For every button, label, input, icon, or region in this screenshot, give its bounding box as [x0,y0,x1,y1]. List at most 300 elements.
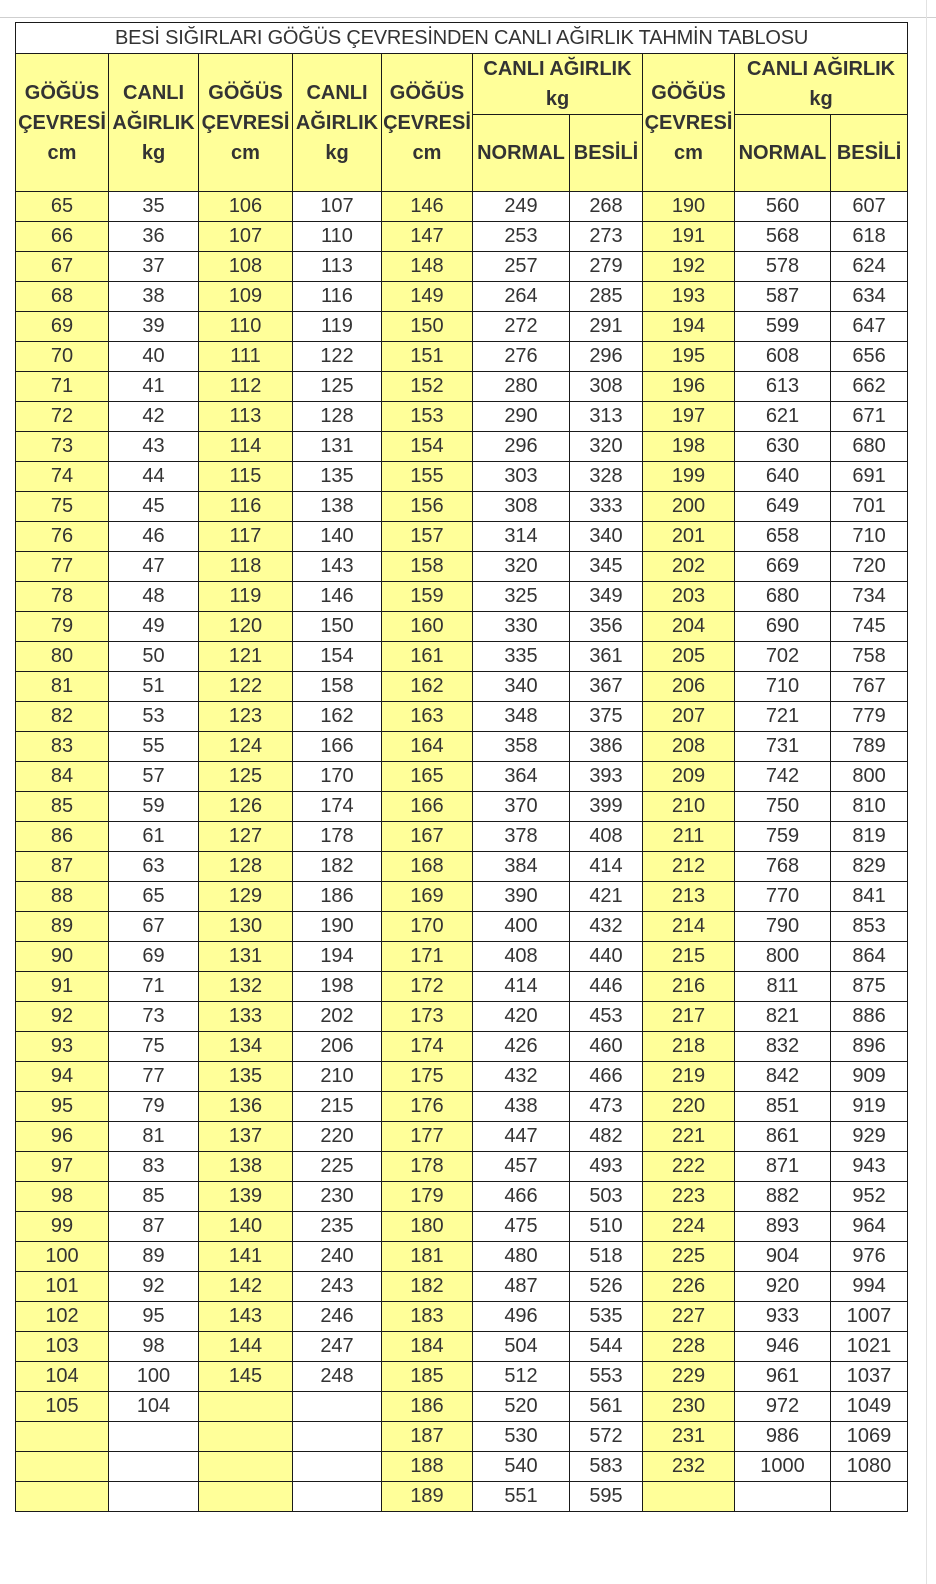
cell-chest-cm-4: 198 [643,432,735,462]
cell-normal-kg-3: 408 [473,942,570,972]
cell-besili-kg-4: 875 [831,972,908,1002]
cell-weight-kg-1: 57 [109,762,199,792]
cell-chest-cm-3: 183 [382,1302,473,1332]
cell-chest-cm-2: 109 [199,282,293,312]
cell-weight-kg-1: 41 [109,372,199,402]
cell-normal-kg-3: 414 [473,972,570,1002]
cell-normal-kg-3: 340 [473,672,570,702]
cell-chest-cm-3: 178 [382,1152,473,1182]
cell-normal-kg-3: 378 [473,822,570,852]
cell-weight-kg-1: 81 [109,1122,199,1152]
cell-normal-kg-3: 325 [473,582,570,612]
cell-besili-kg-4: 841 [831,882,908,912]
cell-weight-kg-1: 42 [109,402,199,432]
cell-normal-kg-4: 750 [735,792,831,822]
cell-besili-kg-4: 829 [831,852,908,882]
cell-normal-kg-3: 466 [473,1182,570,1212]
cell-chest-cm-4: 231 [643,1422,735,1452]
table-row [16,912,908,942]
table-row [16,792,908,822]
cell-chest-cm-2: 114 [199,432,293,462]
cell-normal-kg-3: 426 [473,1032,570,1062]
right-divider [926,0,927,1584]
cell-besili-kg-3: 345 [570,552,643,582]
cell-besili-kg-4: 1069 [831,1422,908,1452]
cell-chest-cm-3: 148 [382,252,473,282]
cell-chest-cm-4: 196 [643,372,735,402]
cell-weight-kg-2: 248 [293,1362,382,1392]
cell-besili-kg-4: 800 [831,762,908,792]
cell-besili-kg-3: 473 [570,1092,643,1122]
table-row [16,1422,908,1452]
cell-normal-kg-3: 296 [473,432,570,462]
cell-chest-cm-3: 171 [382,942,473,972]
cell-chest-cm-2: 119 [199,582,293,612]
cell-chest-cm-2: 132 [199,972,293,1002]
cell-chest-cm-2: 136 [199,1092,293,1122]
cell-besili-kg-4: 819 [831,822,908,852]
cell-weight-kg-2: 135 [293,462,382,492]
cell-chest-cm-4: 205 [643,642,735,672]
table-row [16,1032,908,1062]
table-row [16,282,908,312]
cell-chest-cm-4: 230 [643,1392,735,1422]
cell-chest-cm-1: 105 [16,1392,109,1422]
cell-normal-kg-4: 871 [735,1152,831,1182]
cell-normal-kg-4: 640 [735,462,831,492]
cell-chest-cm-2: 127 [199,822,293,852]
cell-besili-kg-3: 526 [570,1272,643,1302]
cell-normal-kg-4: 690 [735,612,831,642]
cell-chest-cm-1: 71 [16,372,109,402]
cell-chest-cm-1: 67 [16,252,109,282]
cell-normal-kg-4: 578 [735,252,831,282]
cell-besili-kg-3: 414 [570,852,643,882]
cell-chest-cm-2: 115 [199,462,293,492]
cell-besili-kg-3: 535 [570,1302,643,1332]
cell-besili-kg-4: 671 [831,402,908,432]
cell-weight-kg-1: 79 [109,1092,199,1122]
cell-weight-kg-2: 146 [293,582,382,612]
cell-weight-kg-1: 36 [109,222,199,252]
cell-weight-kg-1: 65 [109,882,199,912]
cell-chest-cm-2: 118 [199,552,293,582]
cell-besili-kg-4: 624 [831,252,908,282]
cell-chest-cm-4: 223 [643,1182,735,1212]
cell-chest-cm-3: 167 [382,822,473,852]
cell-chest-cm-3: 163 [382,702,473,732]
cell-chest-cm-1: 76 [16,522,109,552]
cell-weight-kg-2: 138 [293,492,382,522]
table-row [16,1362,908,1392]
cell-chest-cm-2: 131 [199,942,293,972]
cell-besili-kg-4: 779 [831,702,908,732]
table-row [16,882,908,912]
cell-besili-kg-4: 976 [831,1242,908,1272]
cell-chest-cm-3: 153 [382,402,473,432]
table-row [16,402,908,432]
cell-chest-cm-4: 227 [643,1302,735,1332]
table-row [16,1002,908,1032]
cell-besili-kg-3: 333 [570,492,643,522]
cell-normal-kg-4: 961 [735,1362,831,1392]
cell-weight-kg-2 [293,1482,382,1512]
cell-weight-kg-1: 85 [109,1182,199,1212]
cell-chest-cm-1: 94 [16,1062,109,1092]
cell-normal-kg-3: 384 [473,852,570,882]
cell-chest-cm-3: 174 [382,1032,473,1062]
cell-chest-cm-2 [199,1392,293,1422]
cell-normal-kg-3: 420 [473,1002,570,1032]
cell-chest-cm-3: 182 [382,1272,473,1302]
cell-normal-kg-4: 608 [735,342,831,372]
cell-normal-kg-3: 330 [473,612,570,642]
cell-chest-cm-2: 128 [199,852,293,882]
cell-weight-kg-1: 46 [109,522,199,552]
cell-chest-cm-1: 96 [16,1122,109,1152]
cell-chest-cm-2: 110 [199,312,293,342]
cell-besili-kg-3: 328 [570,462,643,492]
header-besili-4: BESİLİ [831,115,908,192]
cell-besili-kg-3: 268 [570,192,643,222]
header-chest-4: GÖĞÜS ÇEVRESİ cm [643,54,735,192]
cell-normal-kg-4: 768 [735,852,831,882]
table-row [16,582,908,612]
cell-weight-kg-1 [109,1482,199,1512]
cell-weight-kg-2: 166 [293,732,382,762]
cell-weight-kg-1: 98 [109,1332,199,1362]
cell-chest-cm-1 [16,1452,109,1482]
cell-normal-kg-4: 790 [735,912,831,942]
cell-weight-kg-1: 71 [109,972,199,1002]
table-row [16,822,908,852]
table-row [16,762,908,792]
cell-weight-kg-2: 247 [293,1332,382,1362]
cell-besili-kg-4: 919 [831,1092,908,1122]
cell-weight-kg-2: 240 [293,1242,382,1272]
cell-chest-cm-3: 157 [382,522,473,552]
cell-normal-kg-4: 742 [735,762,831,792]
cell-chest-cm-4: 193 [643,282,735,312]
cell-chest-cm-2: 125 [199,762,293,792]
cell-chest-cm-1: 73 [16,432,109,462]
cell-chest-cm-4: 214 [643,912,735,942]
cell-weight-kg-2: 230 [293,1182,382,1212]
cell-besili-kg-3: 367 [570,672,643,702]
cell-normal-kg-3: 290 [473,402,570,432]
cell-besili-kg-3: 432 [570,912,643,942]
cell-weight-kg-1: 63 [109,852,199,882]
cell-weight-kg-1: 73 [109,1002,199,1032]
cell-besili-kg-3: 356 [570,612,643,642]
cell-chest-cm-1: 101 [16,1272,109,1302]
cell-weight-kg-2: 174 [293,792,382,822]
cell-chest-cm-3: 172 [382,972,473,1002]
cell-chest-cm-4: 199 [643,462,735,492]
cell-chest-cm-1: 79 [16,612,109,642]
cell-chest-cm-4: 212 [643,852,735,882]
cell-besili-kg-3: 285 [570,282,643,312]
cell-besili-kg-3: 466 [570,1062,643,1092]
cell-normal-kg-3: 335 [473,642,570,672]
cell-besili-kg-3: 375 [570,702,643,732]
cell-normal-kg-4: 986 [735,1422,831,1452]
cell-chest-cm-3: 177 [382,1122,473,1152]
cell-weight-kg-2: 158 [293,672,382,702]
header-chest-2: GÖĞÜS ÇEVRESİ cm [199,54,293,192]
cell-chest-cm-4: 210 [643,792,735,822]
cell-chest-cm-3: 151 [382,342,473,372]
cell-besili-kg-4: 720 [831,552,908,582]
cell-weight-kg-2: 235 [293,1212,382,1242]
cell-chest-cm-1: 65 [16,192,109,222]
cell-chest-cm-2: 111 [199,342,293,372]
cell-weight-kg-1: 53 [109,702,199,732]
cell-chest-cm-4: 211 [643,822,735,852]
cell-chest-cm-4: 201 [643,522,735,552]
cell-chest-cm-2: 139 [199,1182,293,1212]
cell-chest-cm-4: 195 [643,342,735,372]
cell-chest-cm-3: 146 [382,192,473,222]
table-row [16,312,908,342]
cell-chest-cm-1 [16,1482,109,1512]
cell-chest-cm-2: 122 [199,672,293,702]
cell-weight-kg-1: 38 [109,282,199,312]
cell-normal-kg-3: 364 [473,762,570,792]
cell-normal-kg-4: 731 [735,732,831,762]
cell-chest-cm-2: 117 [199,522,293,552]
cell-chest-cm-1: 74 [16,462,109,492]
header-weight-1: CANLI AĞIRLIK kg [109,54,199,192]
cell-chest-cm-4: 225 [643,1242,735,1272]
cell-chest-cm-1 [16,1422,109,1452]
cell-weight-kg-2 [293,1422,382,1452]
cell-normal-kg-4: 842 [735,1062,831,1092]
cell-besili-kg-4: 758 [831,642,908,672]
cell-besili-kg-3: 320 [570,432,643,462]
cell-chest-cm-1: 80 [16,642,109,672]
cell-weight-kg-2: 198 [293,972,382,1002]
cell-normal-kg-3: 520 [473,1392,570,1422]
cell-chest-cm-1: 100 [16,1242,109,1272]
cell-besili-kg-4: 647 [831,312,908,342]
cell-besili-kg-4: 864 [831,942,908,972]
cell-chest-cm-4: 197 [643,402,735,432]
cell-chest-cm-4: 215 [643,942,735,972]
cell-weight-kg-2: 182 [293,852,382,882]
table-row [16,1242,908,1272]
table-row [16,972,908,1002]
cell-chest-cm-2: 138 [199,1152,293,1182]
table-row [16,1122,908,1152]
cell-normal-kg-4: 770 [735,882,831,912]
cell-chest-cm-4: 229 [643,1362,735,1392]
cell-weight-kg-2: 140 [293,522,382,552]
cell-chest-cm-1: 87 [16,852,109,882]
cell-besili-kg-3: 460 [570,1032,643,1062]
cell-normal-kg-4: 811 [735,972,831,1002]
cell-chest-cm-1: 66 [16,222,109,252]
cell-chest-cm-1: 92 [16,1002,109,1032]
header-chest-1: GÖĞÜS ÇEVRESİ cm [16,54,109,192]
cell-chest-cm-3: 181 [382,1242,473,1272]
cell-besili-kg-3: 453 [570,1002,643,1032]
cell-chest-cm-1: 77 [16,552,109,582]
cell-besili-kg-4: 789 [831,732,908,762]
cell-besili-kg-4: 994 [831,1272,908,1302]
table-row [16,1272,908,1302]
cell-normal-kg-3: 496 [473,1302,570,1332]
cell-chest-cm-2: 120 [199,612,293,642]
cell-chest-cm-1: 97 [16,1152,109,1182]
cell-besili-kg-3: 518 [570,1242,643,1272]
cell-chest-cm-4: 192 [643,252,735,282]
cell-besili-kg-4: 853 [831,912,908,942]
cell-besili-kg-4: 710 [831,522,908,552]
table-row [16,852,908,882]
cell-normal-kg-4: 933 [735,1302,831,1332]
cell-chest-cm-2: 141 [199,1242,293,1272]
cell-weight-kg-2: 150 [293,612,382,642]
table-row [16,462,908,492]
cell-normal-kg-4: 972 [735,1392,831,1422]
cell-chest-cm-1: 86 [16,822,109,852]
table-row [16,1152,908,1182]
cell-besili-kg-4: 1007 [831,1302,908,1332]
cell-weight-kg-1: 44 [109,462,199,492]
cell-normal-kg-4: 1000 [735,1452,831,1482]
cell-besili-kg-4: 701 [831,492,908,522]
cell-normal-kg-3: 348 [473,702,570,732]
cell-weight-kg-2: 110 [293,222,382,252]
cell-chest-cm-3: 168 [382,852,473,882]
cell-chest-cm-4: 191 [643,222,735,252]
cell-chest-cm-3: 189 [382,1482,473,1512]
cell-normal-kg-3: 504 [473,1332,570,1362]
cell-weight-kg-2: 170 [293,762,382,792]
cell-chest-cm-1: 103 [16,1332,109,1362]
cell-chest-cm-4: 216 [643,972,735,1002]
cell-besili-kg-3: 482 [570,1122,643,1152]
cell-chest-cm-3: 185 [382,1362,473,1392]
cell-normal-kg-3: 370 [473,792,570,822]
cell-normal-kg-3: 487 [473,1272,570,1302]
cell-normal-kg-3: 512 [473,1362,570,1392]
cell-normal-kg-3: 257 [473,252,570,282]
cell-weight-kg-1: 59 [109,792,199,822]
cell-besili-kg-4: 1080 [831,1452,908,1482]
cell-weight-kg-2: 143 [293,552,382,582]
cell-chest-cm-2: 143 [199,1302,293,1332]
cell-chest-cm-2: 130 [199,912,293,942]
cell-chest-cm-3: 180 [382,1212,473,1242]
cell-chest-cm-4: 209 [643,762,735,792]
cell-chest-cm-1: 99 [16,1212,109,1242]
cell-weight-kg-2 [293,1452,382,1482]
cell-normal-kg-3: 264 [473,282,570,312]
cell-weight-kg-1: 104 [109,1392,199,1422]
cell-chest-cm-2: 144 [199,1332,293,1362]
cell-chest-cm-1: 72 [16,402,109,432]
cell-chest-cm-4: 190 [643,192,735,222]
cell-besili-kg-3: 493 [570,1152,643,1182]
cell-chest-cm-2: 142 [199,1272,293,1302]
weight-estimation-table [15,22,908,1512]
cell-besili-kg-3: 273 [570,222,643,252]
cell-weight-kg-1: 39 [109,312,199,342]
table-row [16,642,908,672]
cell-besili-kg-3: 361 [570,642,643,672]
cell-besili-kg-4: 767 [831,672,908,702]
cell-normal-kg-4: 587 [735,282,831,312]
header-normal-4: NORMAL [735,115,831,192]
cell-weight-kg-1: 51 [109,672,199,702]
cell-besili-kg-3: 421 [570,882,643,912]
cell-chest-cm-3: 179 [382,1182,473,1212]
cell-besili-kg-3: 308 [570,372,643,402]
cell-chest-cm-1: 89 [16,912,109,942]
cell-besili-kg-4: 1049 [831,1392,908,1422]
cell-normal-kg-4: 946 [735,1332,831,1362]
cell-chest-cm-4: 218 [643,1032,735,1062]
cell-normal-kg-4: 658 [735,522,831,552]
cell-chest-cm-3: 156 [382,492,473,522]
cell-normal-kg-3: 390 [473,882,570,912]
cell-normal-kg-3: 540 [473,1452,570,1482]
cell-chest-cm-4: 228 [643,1332,735,1362]
cell-normal-kg-4: 920 [735,1272,831,1302]
cell-normal-kg-3: 314 [473,522,570,552]
cell-chest-cm-3: 147 [382,222,473,252]
cell-chest-cm-3: 176 [382,1092,473,1122]
cell-weight-kg-1 [109,1422,199,1452]
cell-chest-cm-4: 217 [643,1002,735,1032]
table-row [16,1062,908,1092]
cell-chest-cm-3: 158 [382,552,473,582]
table-row [16,192,908,222]
cell-chest-cm-3: 188 [382,1452,473,1482]
cell-chest-cm-3: 161 [382,642,473,672]
cell-chest-cm-2: 108 [199,252,293,282]
cell-besili-kg-4: 929 [831,1122,908,1152]
cell-besili-kg-3: 313 [570,402,643,432]
table-body [16,192,908,1512]
cell-besili-kg-3: 503 [570,1182,643,1212]
cell-normal-kg-4: 613 [735,372,831,402]
cell-weight-kg-2: 131 [293,432,382,462]
table-row [16,612,908,642]
cell-weight-kg-1: 49 [109,612,199,642]
cell-normal-kg-4: 630 [735,432,831,462]
cell-besili-kg-3: 386 [570,732,643,762]
cell-besili-kg-3: 340 [570,522,643,552]
table-row [16,372,908,402]
cell-chest-cm-3: 165 [382,762,473,792]
cell-normal-kg-4: 568 [735,222,831,252]
cell-normal-kg-4: 759 [735,822,831,852]
cell-weight-kg-2: 186 [293,882,382,912]
cell-besili-kg-4: 1037 [831,1362,908,1392]
cell-chest-cm-4: 206 [643,672,735,702]
cell-chest-cm-1: 69 [16,312,109,342]
cell-normal-kg-3: 303 [473,462,570,492]
cell-weight-kg-1: 47 [109,552,199,582]
cell-chest-cm-2: 107 [199,222,293,252]
cell-normal-kg-4: 882 [735,1182,831,1212]
table-row [16,672,908,702]
cell-chest-cm-2: 106 [199,192,293,222]
cell-weight-kg-2: 107 [293,192,382,222]
